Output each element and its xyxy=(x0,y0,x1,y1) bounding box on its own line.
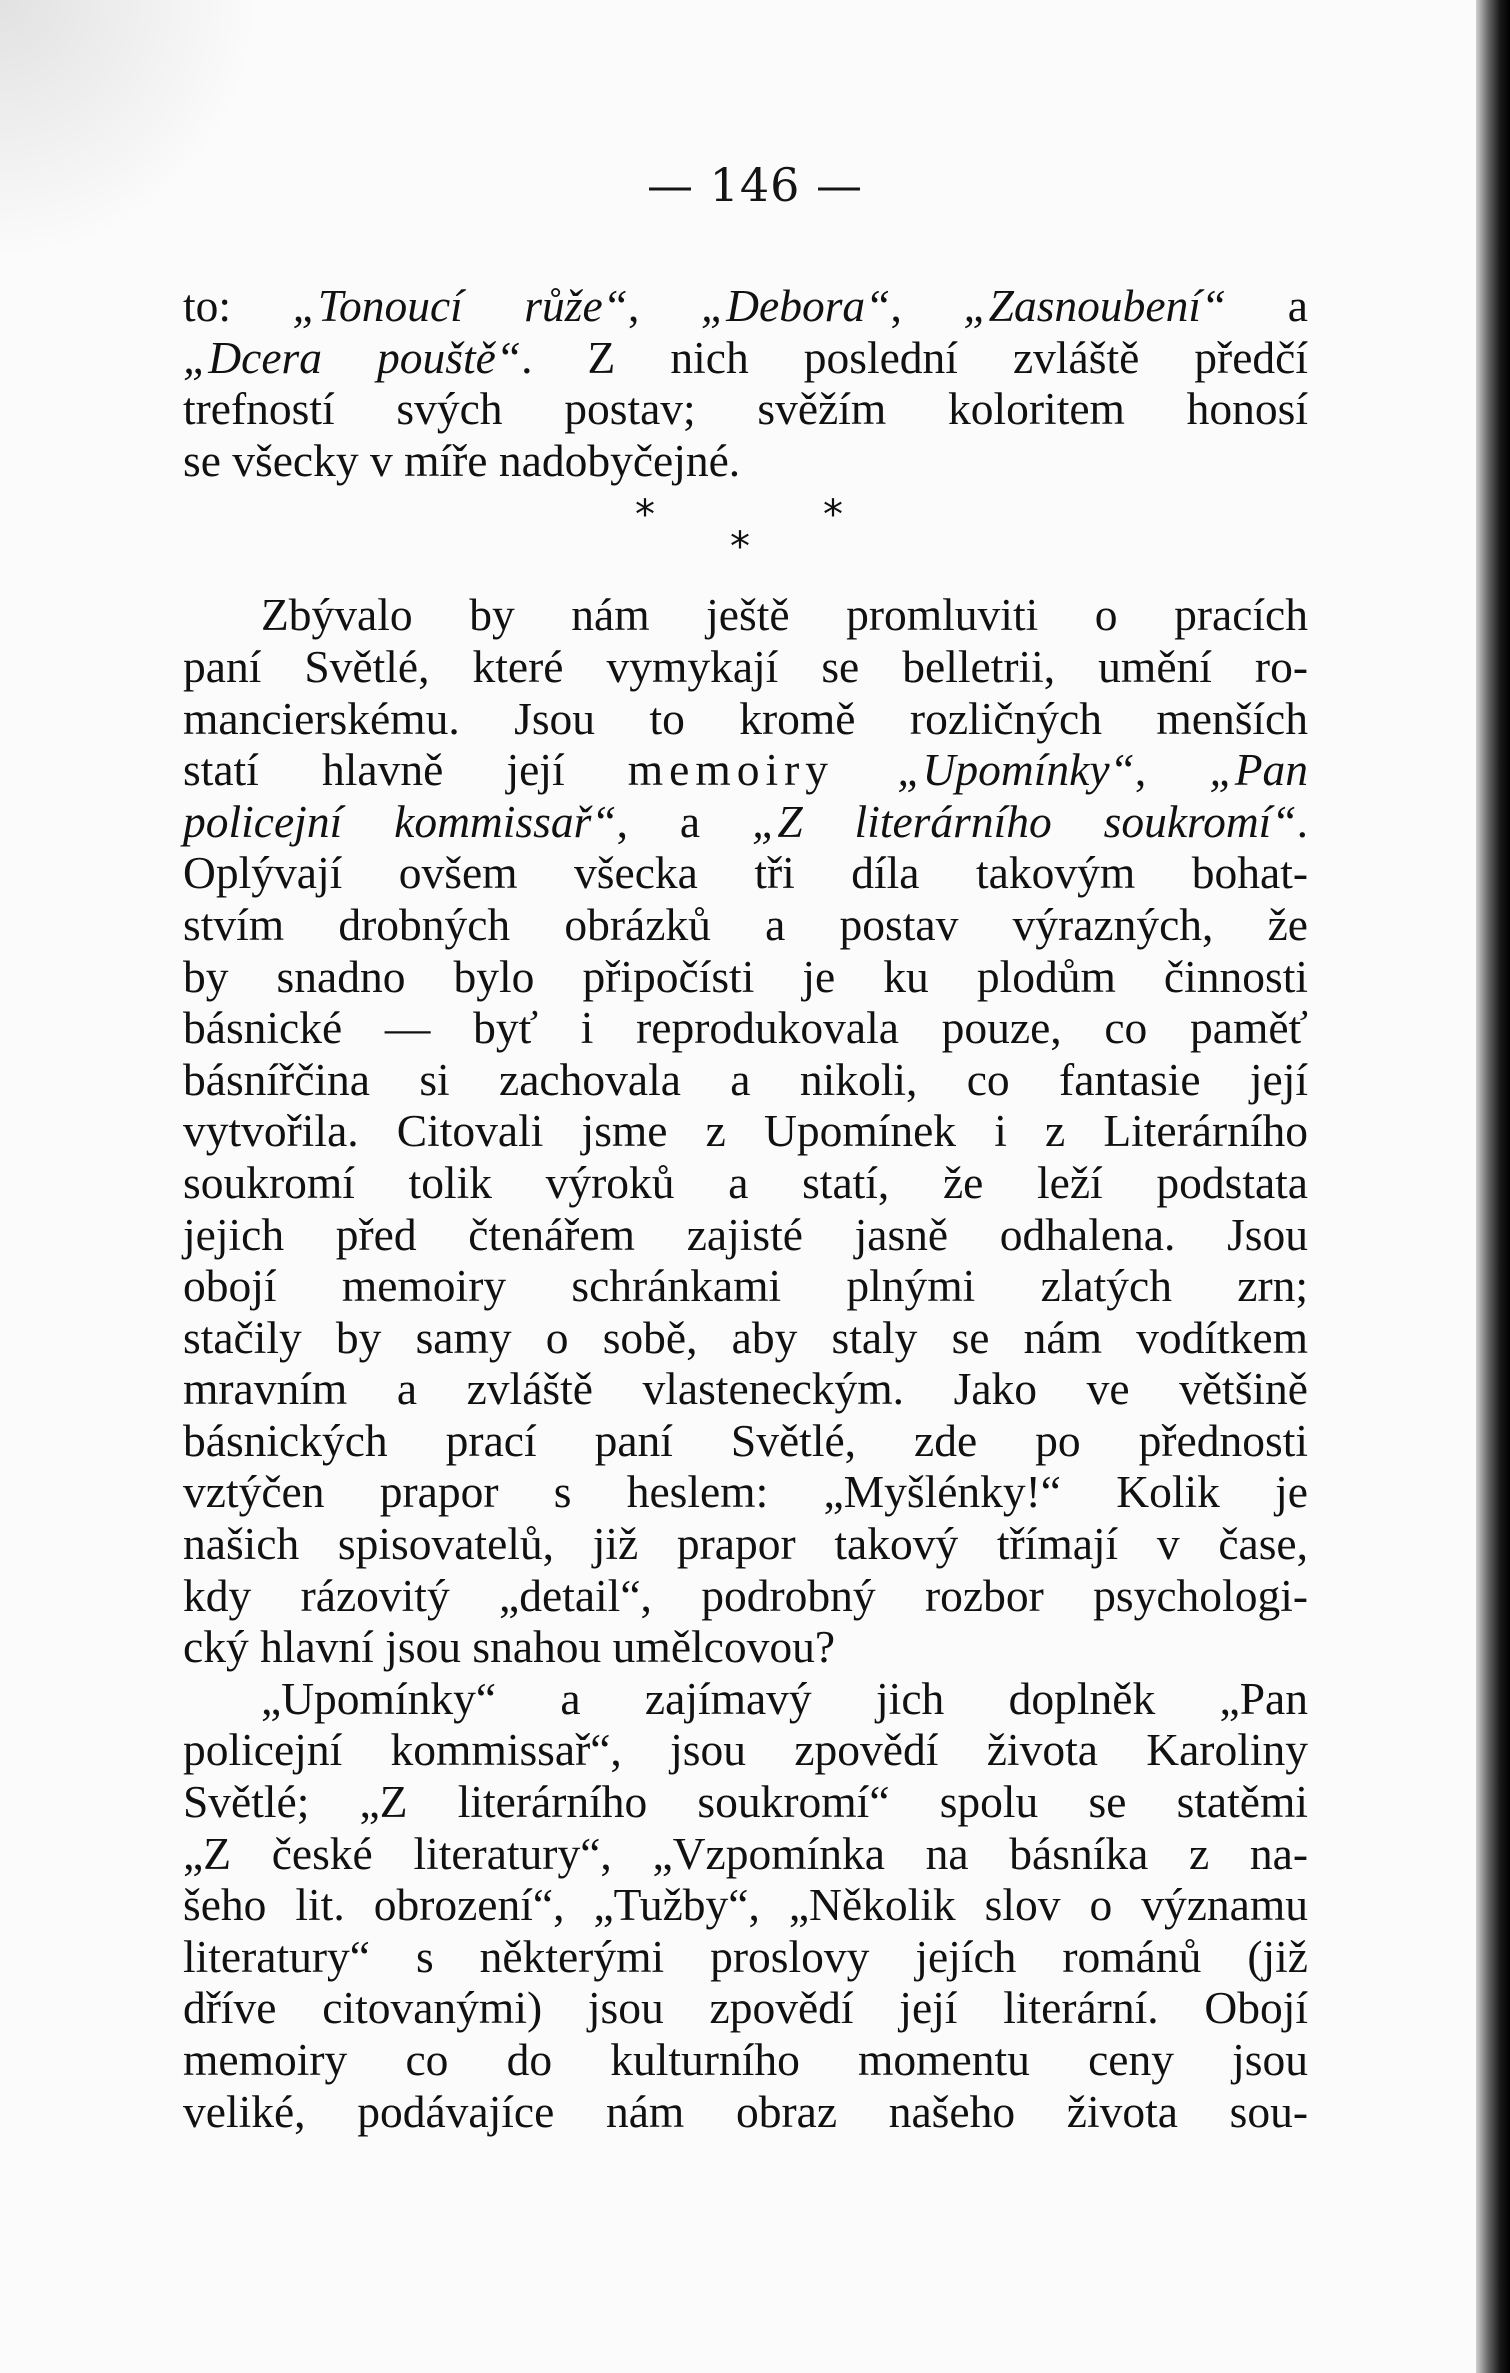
italic-title: „Tonoucí růže“ xyxy=(292,280,628,331)
text-line xyxy=(183,744,1308,796)
text-run: „Upomínky“ a zajímavý jich doplněk „Pan xyxy=(261,1672,1308,1724)
text-line xyxy=(183,1518,1308,1570)
text-run: a xyxy=(1226,280,1309,331)
text-run xyxy=(834,744,897,795)
text-line xyxy=(183,1209,1308,1261)
text-run: se všecky v míře nadobyčejné. xyxy=(183,434,741,486)
text-run: jejich před čtenářem zajisté jasně odhalena. Jsou xyxy=(183,1208,1308,1260)
text-line xyxy=(183,1724,1308,1776)
text-line xyxy=(183,899,1308,951)
text-line xyxy=(183,1982,1308,2034)
text-run: paní Světlé, které vymykají se belletrii, umění ro- xyxy=(183,640,1308,692)
section-divider xyxy=(183,486,1308,589)
text-line xyxy=(183,796,1308,848)
text-run: veliké, podávajíce nám obraz našeho života sou- xyxy=(183,2085,1308,2137)
italic-title: „Debora“ xyxy=(700,280,891,331)
text-run: kdy rázovitý „detail“, podrobný rozbor psychologi- xyxy=(183,1569,1308,1621)
text-run: statí hlavně její xyxy=(183,744,628,796)
text-run: by snadno bylo připočísti je ku plodům činnosti xyxy=(183,950,1308,1002)
text-line xyxy=(183,1363,1308,1415)
text-run: stačily by samy o sobě, aby staly se nám vodítkem xyxy=(183,1311,1308,1363)
text-line xyxy=(183,1879,1308,1931)
italic-title: „Zasnoubení“ xyxy=(963,280,1227,331)
text-run: , xyxy=(1134,744,1210,796)
text-line xyxy=(183,1466,1308,1518)
text-line xyxy=(183,1828,1308,1880)
page-binding-edge xyxy=(1476,0,1510,2373)
text-run: básnířčina si zachovala a nikoli, co fantasie její xyxy=(183,1053,1308,1105)
text-run: , xyxy=(627,280,701,331)
text-run: memoiry co do kulturního momentu ceny jsou xyxy=(183,2034,1308,2085)
text-run: Zbývalo by nám ještě promluviti o pracích xyxy=(261,589,1308,641)
text-run: Oplývají ovšem všecka tři díla takovým bohat- xyxy=(183,847,1308,899)
divider-asterisk: * xyxy=(635,492,655,539)
text-run: Světlé; „Z literárního soukromí“ spolu se statěmi xyxy=(183,1776,1308,1828)
text-run: , xyxy=(890,280,964,331)
text-run: . xyxy=(1296,795,1309,847)
text-run: , a xyxy=(616,795,753,847)
text-run: cký hlavní jsou snahou umělcovou? xyxy=(183,1621,836,1673)
spaced-emphasis: memoiry xyxy=(627,744,835,796)
text-line xyxy=(183,1105,1308,1157)
text-run: básnické — byť i reprodukovala pouze, co paměť xyxy=(183,1002,1308,1054)
text-run: to: xyxy=(183,280,293,331)
text-run: „Z české literatury“, „Vzpomínka na básníka z na- xyxy=(183,1827,1308,1879)
text-run: stvím drobných obrázků a postav výrazných, že xyxy=(183,898,1308,950)
text-run: šeho lit. obrození“, „Tužby“, „Několik slov o významu xyxy=(183,1879,1308,1931)
text-line xyxy=(183,1931,1308,1983)
text-run: trefností svých postav; svěžím koloritem honosí xyxy=(183,383,1308,435)
text-line xyxy=(183,435,1308,487)
text-line xyxy=(183,1002,1308,1054)
text-run: mravním a zvláště vlasteneckým. Jako ve většině xyxy=(183,1363,1308,1415)
text-run: soukromí tolik výroků a statí, že leží podstata xyxy=(183,1156,1308,1208)
text-run: policejní kommissař“, jsou zpovědí života Karoliny xyxy=(183,1724,1308,1776)
text-line xyxy=(183,1776,1308,1828)
italic-title: policejní kommissař“ xyxy=(183,795,617,847)
text-line xyxy=(183,2086,1308,2138)
text-line xyxy=(183,847,1308,899)
italic-title: „Upomínky“ xyxy=(897,744,1135,796)
text-run: našich spisovatelů, již prapor takový třímají v čase, xyxy=(183,1518,1308,1570)
text-line xyxy=(183,641,1308,693)
page-number: — 146 — xyxy=(646,158,864,212)
text-line xyxy=(183,1570,1308,1622)
text-run: . Z nich poslední zvláště předčí xyxy=(521,331,1308,383)
text-run: obojí memoiry schránkami plnými zlatých zrn; xyxy=(183,1260,1308,1312)
text-line xyxy=(183,1260,1308,1312)
text-line xyxy=(183,693,1308,745)
text-line xyxy=(183,951,1308,1003)
text-line xyxy=(183,1054,1308,1106)
text-line xyxy=(183,1621,1308,1673)
text-run: literatury“ s některými proslovy jejích románů (již xyxy=(183,1930,1308,1982)
italic-title: „Pan xyxy=(1209,744,1309,796)
text-line xyxy=(183,332,1308,384)
body-text xyxy=(183,280,1308,2137)
text-run: dříve citovanými) jsou zpovědí její literární. Obojí xyxy=(183,1982,1308,2034)
text-line xyxy=(183,1415,1308,1467)
text-run: vztýčen prapor s heslem: „Myšlénky!“ Kolik je xyxy=(183,1466,1308,1518)
italic-title: „Z literárního soukromí“ xyxy=(752,795,1297,847)
text-line xyxy=(183,383,1308,435)
text-line xyxy=(183,280,1308,332)
divider-asterisk: * xyxy=(823,492,843,539)
text-line xyxy=(183,1673,1308,1725)
page-corner-shadow xyxy=(0,0,260,260)
text-line xyxy=(183,1312,1308,1364)
text-run: mancierskému. Jsou to kromě rozličných menších xyxy=(183,692,1308,744)
divider-asterisk: * xyxy=(730,524,750,571)
text-line xyxy=(183,589,1308,641)
text-run: básnických prací paní Světlé, zde po přednosti xyxy=(183,1414,1308,1466)
text-line xyxy=(183,2034,1308,2086)
text-line xyxy=(183,1157,1308,1209)
italic-title: „Dcera pouště“ xyxy=(183,331,522,383)
text-run: vytvořila. Citovali jsme z Upomínek i z Literárního xyxy=(183,1105,1308,1157)
